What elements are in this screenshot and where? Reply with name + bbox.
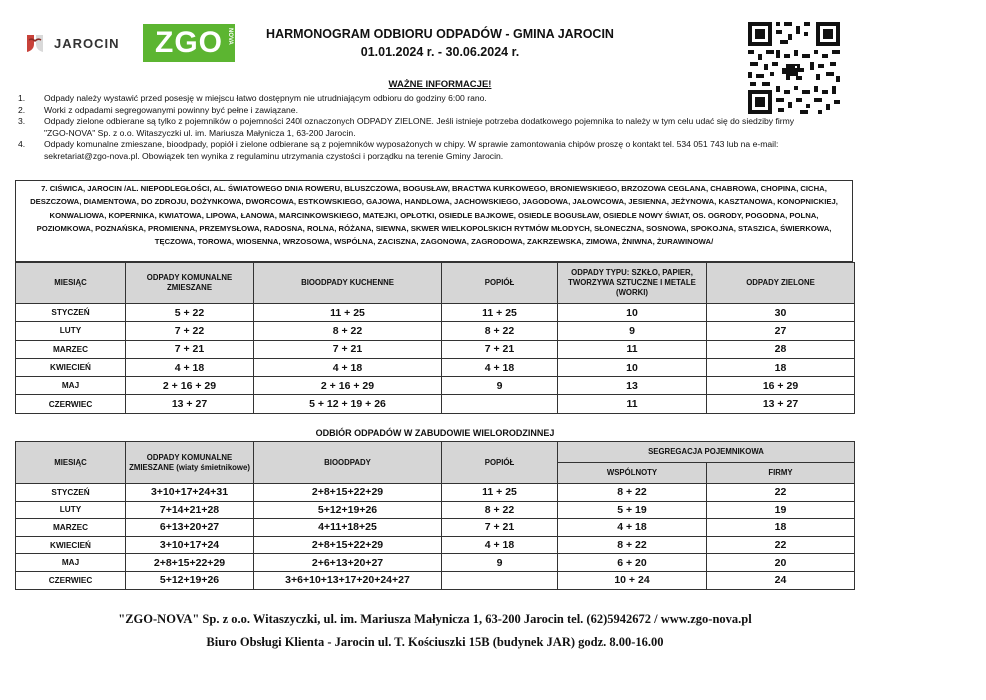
cell-bio: 2+8+15+22+29	[254, 484, 442, 502]
table-row	[16, 377, 855, 395]
table-row	[16, 358, 855, 376]
table-header-row	[16, 442, 855, 463]
cell-ash: 9	[442, 377, 558, 395]
date-range: 01.01.2024 r. - 30.06.2024 r.	[360, 45, 520, 59]
cell-month: MAJ	[16, 554, 126, 572]
cell-bio: 4+11+18+25	[254, 519, 442, 537]
cell-bio: 8 + 22	[254, 322, 442, 340]
info-item-number: 2.	[18, 104, 26, 115]
cell-col6: 27	[707, 322, 855, 340]
header-bio: BIOODPADY	[254, 442, 442, 484]
cell-col6: 30	[707, 304, 855, 322]
table-header-row	[16, 263, 855, 304]
cell-mixed: 2+8+15+22+29	[126, 554, 254, 572]
multi-family-title: ODBIÓR ODPADÓW W ZABUDOWIE WIELORODZINNEJ	[315, 428, 555, 438]
cell-col6: 18	[707, 519, 855, 537]
header-mixed-waste: ODPADY KOMUNALNE ZMIESZANE (wiaty śmietnikowe)	[126, 442, 254, 484]
cell-ash: 4 + 18	[442, 536, 558, 554]
cell-ash: 11 + 25	[442, 304, 558, 322]
table-row	[16, 571, 855, 589]
cell-col5: 5 + 19	[558, 501, 707, 519]
cell-col5: 13	[558, 377, 707, 395]
table-row	[16, 304, 855, 322]
cell-month: CZERWIEC	[16, 395, 126, 413]
info-item-number: 3.	[18, 116, 26, 126]
cell-mixed: 3+10+17+24	[126, 536, 254, 554]
header-green-waste: ODPADY ZIELONE	[707, 263, 855, 304]
cell-col6: 22	[707, 484, 855, 502]
cell-month: KWIECIEŃ	[16, 358, 126, 376]
cell-col6: 18	[707, 358, 855, 376]
header-kitchen-bio: BIOODPADY KUCHENNE	[254, 263, 442, 304]
jarocin-logo	[24, 30, 134, 56]
cell-bio: 7 + 21	[254, 340, 442, 358]
jarocin-logo-text: JAROCIN	[54, 35, 120, 51]
cell-col6: 19	[707, 501, 855, 519]
table-row	[16, 501, 855, 519]
cell-col5: 10 + 24	[558, 571, 707, 589]
header-ash: POPIÓŁ	[442, 442, 558, 484]
cell-month: LUTY	[16, 322, 126, 340]
cell-month: STYCZEŃ	[16, 484, 126, 502]
cell-ash: 7 + 21	[442, 519, 558, 537]
cell-bio: 11 + 25	[254, 304, 442, 322]
cell-bio: 4 + 18	[254, 358, 442, 376]
header-shared: WSPÓLNOTY	[558, 463, 707, 484]
important-info-title: WAŻNE INFORMACJE!	[388, 79, 492, 90]
zgo-logo-nova-text: NOVA	[227, 28, 233, 45]
cell-col6: 20	[707, 554, 855, 572]
cell-month: CZERWIEC	[16, 571, 126, 589]
cell-col6: 28	[707, 340, 855, 358]
zgo-logo-text: ZGO	[155, 26, 223, 59]
cell-mixed: 6+13+20+27	[126, 519, 254, 537]
cell-month: MARZEC	[16, 340, 126, 358]
cell-col6: 22	[707, 536, 855, 554]
info-item	[18, 116, 818, 139]
cell-mixed: 4 + 18	[126, 358, 254, 376]
cell-col5: 10	[558, 358, 707, 376]
info-item	[18, 139, 818, 162]
cell-month: KWIECIEŃ	[16, 536, 126, 554]
cell-col5: 6 + 20	[558, 554, 707, 572]
cell-col5: 8 + 22	[558, 484, 707, 502]
cell-col6: 24	[707, 571, 855, 589]
header-segregation: SEGREGACJA POJEMNIKOWA	[558, 442, 855, 463]
cell-ash: 8 + 22	[442, 322, 558, 340]
cell-ash	[442, 571, 558, 589]
cell-col5: 4 + 18	[558, 519, 707, 537]
info-item-text: Worki z odpadami segregowanymi powinny być pełne i zawiązane.	[44, 104, 298, 115]
cell-mixed: 3+10+17+24+31	[126, 484, 254, 502]
info-item-number: 1.	[18, 93, 26, 103]
table-row	[16, 322, 855, 340]
info-item-text: Odpady komunalne zmieszane, bioodpady, popiół i zielone odbierane są z pojemników wyposażonych w chipy. W sprawie zamontowania chipów proszę o kontakt tel. 534 051 743 lub na e-mail: sekretariat@zgo-nova.pl. Obowiązek ten wynika z regulaminu utrzymania czystości i porządku na terenie Gminy Jarocin.	[44, 139, 779, 161]
cell-mixed: 7+14+21+28	[126, 501, 254, 519]
table-row	[16, 484, 855, 502]
cell-mixed: 13 + 27	[126, 395, 254, 413]
cell-ash: 4 + 18	[442, 358, 558, 376]
cell-bio: 2+6+13+20+27	[254, 554, 442, 572]
info-item-text: Odpady należy wystawić przed posesję w miejscu łatwo dostępnym nie utrudniającym odbioru do godziny 6:00 rano.	[44, 93, 487, 103]
table-row	[16, 536, 855, 554]
streets-list: 7. CIŚWICA, JAROCIN /AL. NIEPODLEGŁOŚCI, AL. ŚWIATOWEGO DNIA ROWERU, BLUSZCZOWA, BOGUSŁAW, BRACTWA KURKOWEGO, BRONIEWSKIEGO, BRZOZOWA CEGLANA, CHABROWA, CHOPINA, CICHA, DESZCZOWA, DIAMENTOWA, DO ZDROJU, DOŻYNKOWA, DWORCOWA, ESTKOWSKIEGO, GAJOWA, HANDLOWA, JACHOWSKIEGO, JAGODOWA, JAŁOWCOWA, JESIENNA, JEŻYNOWA, KASZTANOWA, KONOPNICKIEJ, KONWALIOWA, KOPERNIKA, KWIATOWA, LIPOWA, ŁANOWA, MARCINKOWSKIEGO, MATEJKI, OPŁOTKI, OSIEDLE BAJKOWE, OSIEDLE BOGUSŁAW, OSIEDLE NOWY ŚWIAT, OS. OGRODY, POGODNA, POLNA, POZIOMKOWA, POZNAŃSKA, PROMIENNA, PRZEMYSŁOWA, RADOSNA, ROLNA, RÓŻANA, SIEWNA, SKWER WIELKOPOLSKICH RYTMÓW MŁODYCH, SŁONECZNA, SOSNOWA, SPOKOJNA, STASZICA, ŚWIERKOWA, TĘCZOWA, TOROWA, WIOSENNA, WRZOSOWA, WSPÓLNA, ZACISZNA, ZAGONOWA, ZAGRODOWA, ZAKRZEWSKA, ZIMOWA, ŻNIWNA, ŻURAWINOWA/	[15, 180, 853, 262]
table-row	[16, 519, 855, 537]
info-item	[18, 93, 818, 105]
header-recyclables: ODPADY TYPU: SZKŁO, PAPIER, TWORZYWA SZTUCZNE I METALE (WORKI)	[558, 263, 707, 304]
multi-family-table	[15, 441, 855, 590]
cell-ash: 11 + 25	[442, 484, 558, 502]
cell-month: MARZEC	[16, 519, 126, 537]
cell-ash: 7 + 21	[442, 340, 558, 358]
info-item-text: Odpady zielone odbierane są tylko z pojemników o pojemności 240l oznaczonych ODPADY ZIELONE. Jeśli istnieje potrzeba dodatkowego pojemnika to należy w tym celu udać się do siedziby firmy "ZGO-NOVA" Sp. z o.o. Witaszyczki ul. im. Mariusza Małynicza 1, 63-200 Jarocin.	[44, 116, 795, 138]
cell-col6: 13 + 27	[707, 395, 855, 413]
cell-month: STYCZEŃ	[16, 304, 126, 322]
cell-month: MAJ	[16, 377, 126, 395]
cell-mixed: 2 + 16 + 29	[126, 377, 254, 395]
header-ash: POPIÓŁ	[442, 263, 558, 304]
cell-col5: 11	[558, 340, 707, 358]
cell-col5: 10	[558, 304, 707, 322]
header-companies: FIRMY	[707, 463, 855, 484]
header-month: MIESIĄC	[16, 263, 126, 304]
cell-col6: 16 + 29	[707, 377, 855, 395]
table-row	[16, 395, 855, 413]
schedule-table	[15, 262, 855, 414]
cell-month: LUTY	[16, 501, 126, 519]
important-info-list	[18, 93, 818, 162]
info-item	[18, 105, 818, 117]
footer-address: "ZGO-NOVA" Sp. z o.o. Witaszyczki, ul. im. Mariusza Małynicza 1, 63-200 Jarocin tel. (62)5942672 / www.zgo-nova.pl	[118, 612, 752, 626]
header-mixed-waste: ODPADY KOMUNALNE ZMIESZANE	[126, 263, 254, 304]
cell-mixed: 5+12+19+26	[126, 571, 254, 589]
cell-mixed: 5 + 22	[126, 304, 254, 322]
cell-col5: 11	[558, 395, 707, 413]
table-row	[16, 554, 855, 572]
cell-ash	[442, 395, 558, 413]
cell-bio: 5+12+19+26	[254, 501, 442, 519]
header-month: MIESIĄC	[16, 442, 126, 484]
table-row	[16, 340, 855, 358]
cell-bio: 3+6+10+13+17+20+24+27	[254, 571, 442, 589]
cell-mixed: 7 + 22	[126, 322, 254, 340]
footer-office-hours: Biuro Obsługi Klienta - Jarocin ul. T. Kościuszki 15B (budynek JAR) godz. 8.00-16.00	[206, 635, 664, 649]
cell-bio: 2+8+15+22+29	[254, 536, 442, 554]
cell-col5: 8 + 22	[558, 536, 707, 554]
cell-ash: 9	[442, 554, 558, 572]
cell-mixed: 7 + 21	[126, 340, 254, 358]
cell-bio: 2 + 16 + 29	[254, 377, 442, 395]
page-title: HARMONOGRAM ODBIORU ODPADÓW - GMINA JAROCIN	[266, 27, 614, 41]
cell-col5: 9	[558, 322, 707, 340]
zgo-nova-logo	[143, 24, 235, 62]
info-item-number: 4.	[18, 139, 26, 149]
cell-bio: 5 + 12 + 19 + 26	[254, 395, 442, 413]
cell-ash: 8 + 22	[442, 501, 558, 519]
jarocin-coat-of-arms-icon	[24, 32, 46, 54]
